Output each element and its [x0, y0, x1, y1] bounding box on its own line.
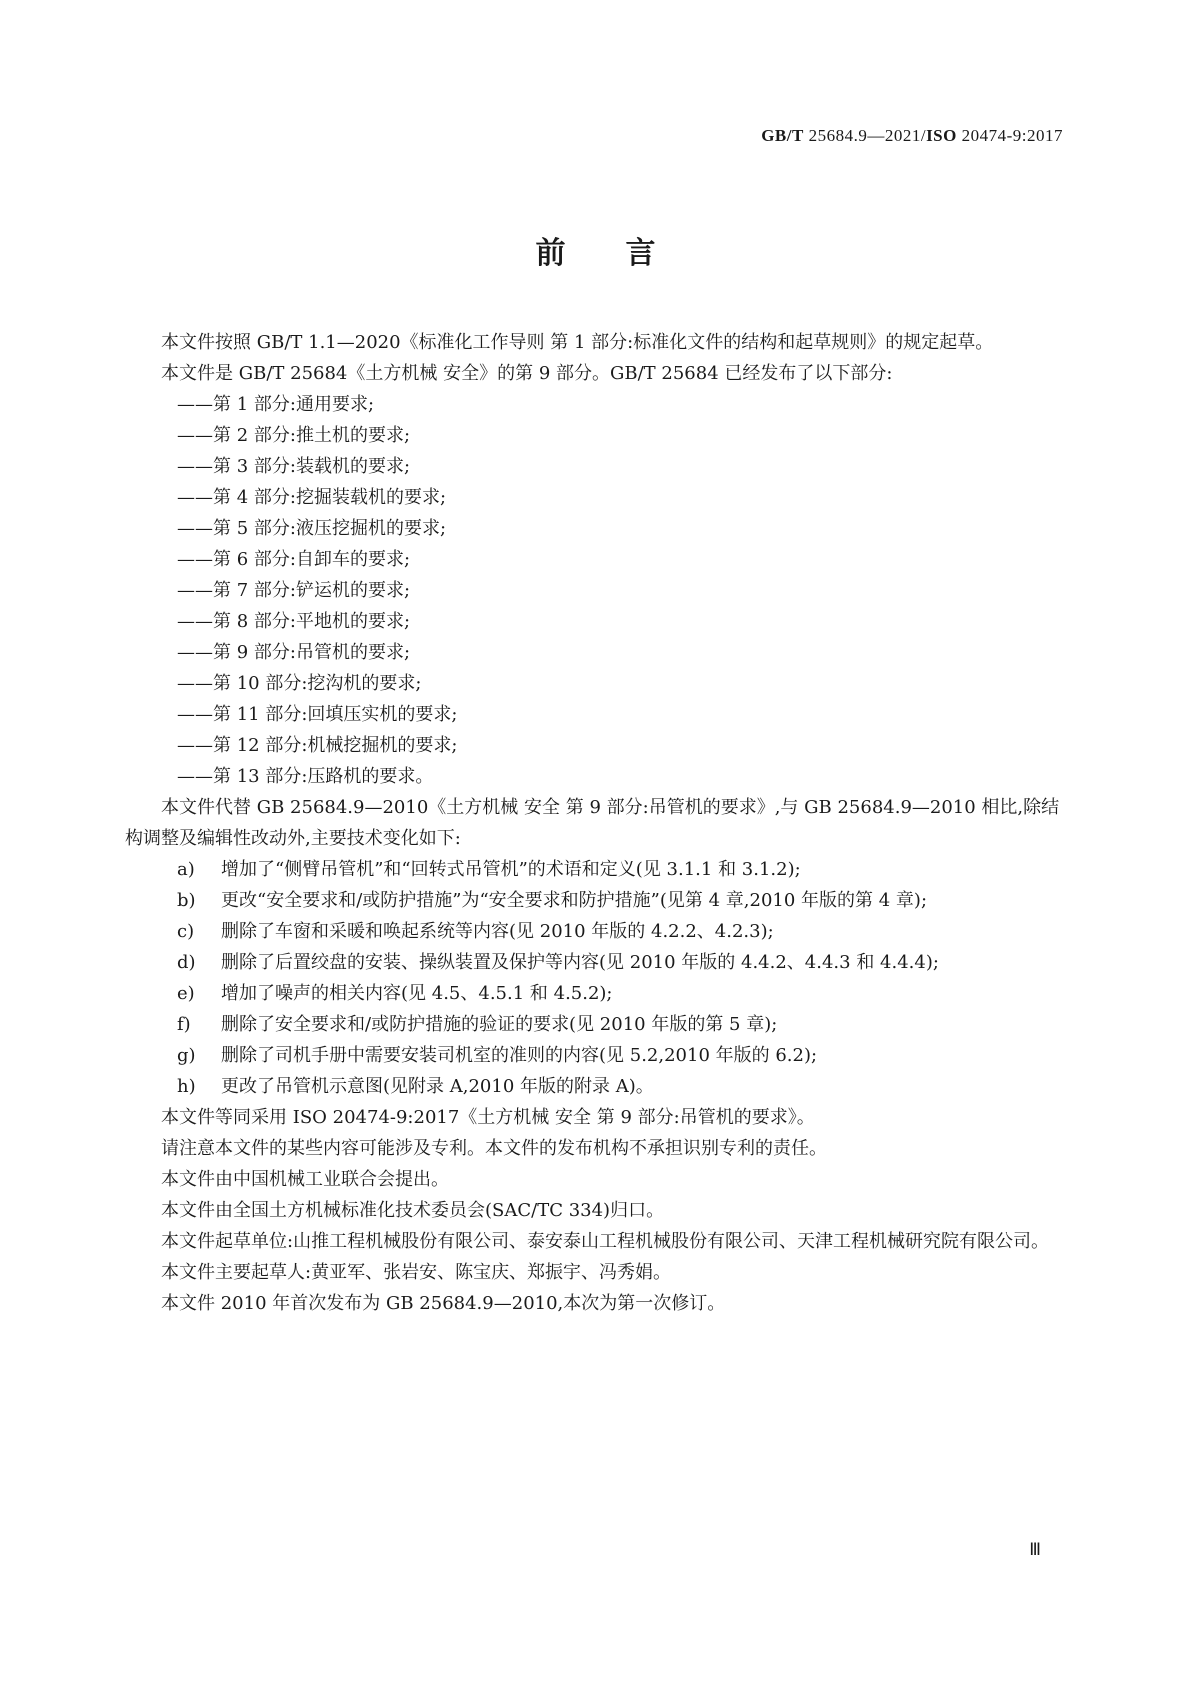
item-marker: h) [177, 1076, 196, 1097]
paragraph: 请注意本文件的某些内容可能涉及专利。本文件的发布机构不承担识别专利的责任。 [161, 1138, 827, 1159]
list-item: ——第 5 部分:液压挖掘机的要求; [177, 518, 447, 539]
std-prefix: GB/T [761, 126, 804, 145]
change-item [125, 1071, 1067, 1102]
item-text: 删除了司机手册中需要安装司机室的准则的内容(见 5.2,2010 年版的 6.2); [221, 1045, 818, 1066]
item-marker: f) [177, 1014, 191, 1035]
list-item: ——第 7 部分:铲运机的要求; [177, 580, 411, 601]
paragraph: 本文件是 GB/T 25684《土方机械 安全》的第 9 部分。GB/T 25684 已经发布了以下部分: [161, 363, 893, 384]
item-marker: g) [177, 1045, 196, 1066]
item-marker: b) [177, 890, 196, 911]
item-text: 删除了安全要求和/或防护措施的验证的要求(见 2010 年版的第 5 章); [221, 1014, 778, 1035]
list-item: ——第 10 部分:挖沟机的要求; [177, 673, 422, 694]
item-text: 增加了噪声的相关内容(见 4.5、4.5.1 和 4.5.2); [221, 983, 613, 1004]
paragraph: 本文件由全国土方机械标准化技术委员会(SAC/TC 334)归口。 [161, 1200, 665, 1221]
foreword-body [125, 327, 1067, 1319]
standard-number-header [761, 126, 1063, 146]
item-marker: d) [177, 952, 196, 973]
list-item: ——第 13 部分:压路机的要求。 [177, 766, 434, 787]
iso-number: 20474-9:2017 [956, 126, 1063, 145]
std-number: 25684.9—2021/ [803, 126, 927, 145]
list-item: ——第 1 部分:通用要求; [177, 394, 375, 415]
page-title: 前言 [535, 236, 716, 271]
item-marker: e) [177, 983, 195, 1004]
list-item: ——第 11 部分:回填压实机的要求; [177, 704, 458, 725]
paragraph: 本文件 2010 年首次发布为 GB 25684.9—2010,本次为第一次修订。 [161, 1293, 726, 1314]
paragraph: 本文件等同采用 ISO 20474-9:2017《土方机械 安全 第 9 部分:吊管机的要求》。 [161, 1107, 815, 1128]
change-item [125, 916, 1067, 947]
item-marker: a) [177, 859, 195, 880]
iso-prefix: ISO [926, 126, 957, 145]
paragraph: 本文件起草单位:山推工程机械股份有限公司、泰安泰山工程机械股份有限公司、天津工程机械研究院有限公司。 [161, 1231, 1050, 1252]
list-item: ——第 12 部分:机械挖掘机的要求; [177, 735, 458, 756]
list-item: ——第 8 部分:平地机的要求; [177, 611, 411, 632]
item-text: 更改了吊管机示意图(见附录 A,2010 年版的附录 A)。 [221, 1076, 654, 1097]
change-item [125, 947, 1067, 978]
list-item: ——第 4 部分:挖掘装载机的要求; [177, 487, 447, 508]
item-text: 更改“安全要求和/或防护措施”为“安全要求和防护措施”(见第 4 章,2010 年版的第 4 章); [221, 890, 928, 911]
paragraph: 本文件由中国机械工业联合会提出。 [161, 1169, 449, 1190]
paragraph: 本文件代替 GB 25684.9—2010《土方机械 安全 第 9 部分:吊管机的要求》,与 GB 25684.9—2010 相比,除结构调整及编辑性改动外,主要技术变化如下: [125, 797, 1060, 849]
list-item: ——第 6 部分:自卸车的要求; [177, 549, 411, 570]
change-item [125, 885, 1067, 916]
paragraph: 本文件主要起草人:黄亚军、张岩安、陈宝庆、郑振宇、冯秀娟。 [161, 1262, 672, 1283]
list-item: ——第 9 部分:吊管机的要求; [177, 642, 411, 663]
item-text: 增加了“侧臂吊管机”和“回转式吊管机”的术语和定义(见 3.1.1 和 3.1.2); [221, 859, 801, 880]
change-item [125, 854, 1067, 885]
paragraph: 本文件按照 GB/T 1.1—2020《标准化工作导则 第 1 部分:标准化文件的结构和起草规则》的规定起草。 [161, 332, 994, 353]
change-item [125, 1009, 1067, 1040]
item-marker: c) [177, 921, 195, 942]
page-number: Ⅲ [1029, 1540, 1041, 1559]
list-item: ——第 2 部分:推土机的要求; [177, 425, 411, 446]
item-text: 删除了车窗和采暖和唤起系统等内容(见 2010 年版的 4.2.2、4.2.3); [221, 921, 774, 942]
change-item [125, 978, 1067, 1009]
change-item [125, 1040, 1067, 1071]
item-text: 删除了后置绞盘的安装、操纵装置及保护等内容(见 2010 年版的 4.4.2、4.4.3 和 4.4.4); [221, 952, 939, 973]
list-item: ——第 3 部分:装载机的要求; [177, 456, 411, 477]
